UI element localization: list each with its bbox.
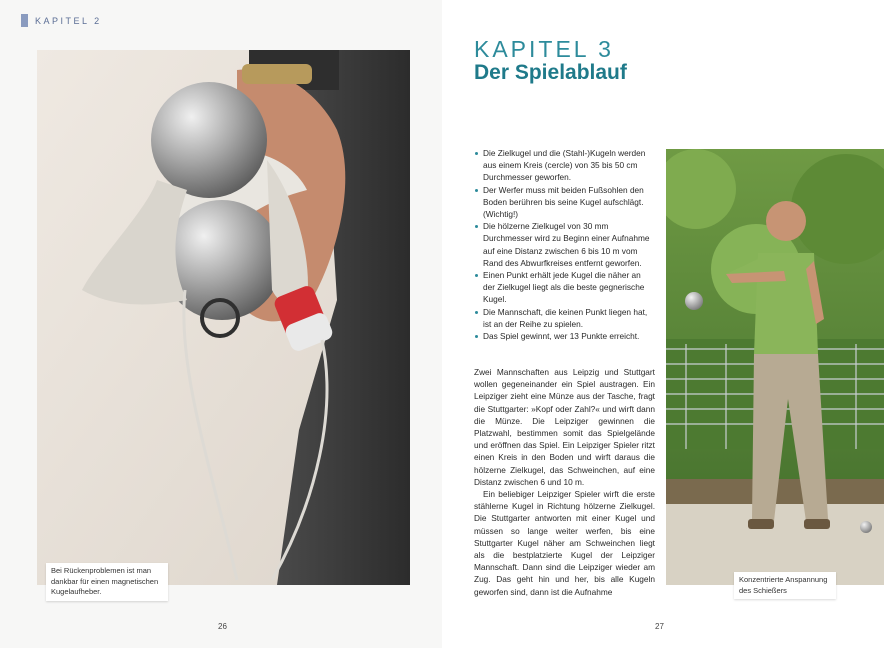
photo-caption-right: Konzentrierte Anspannung des Schießers [734, 572, 836, 599]
photo-caption-left: Bei Rückenproblemen ist man dankbar für einen magnetischen Kugelaufheber. [46, 563, 168, 601]
chapter-kicker: KAPITEL 3 [474, 36, 614, 62]
rules-list-item: Die hölzerne Zielkugel von 30 mm Durchmesser wird zu Beginn einer Aufnahme auf eine Distanz zwischen 6 bis 10 m vom Rand des Abwurfkreises entfernt geworfen. [474, 220, 654, 269]
paragraph: Ein beliebiger Leipziger Spieler wirft die erste stählerne Kugel in Richtung hölzerne Zielkugel. Die Stuttgarter antworten mit einer Kugel und müssen so lange weiter werfen, bis eine Stuttgarter Kugel näher am Schweinchen liegt als die bestplatzierte Kugel der Leipziger Mannschaft. Dann sind die Leipziger wieder am Zug. Das geht hin und her, bis alle Kugeln geworfen sind, dann ist die Aufnahme [474, 489, 655, 597]
player-throwing-illustration [666, 149, 884, 585]
body-text [474, 366, 655, 598]
chapter-label: KAPITEL 2 [35, 15, 102, 26]
page-number-right: 27 [655, 622, 664, 631]
rules-list-item: Das Spiel gewinnt, wer 13 Punkte erreicht. [474, 330, 654, 342]
petanque-balls-illustration [37, 50, 410, 585]
page-number-left: 26 [218, 622, 227, 631]
player-throwing-photo [666, 149, 884, 585]
paragraph: Zwei Mannschaften aus Leipzig und Stuttgart wollen gegeneinander ein Spiel austragen. Ein Leipziger zieht eine Münze aus der Tasche, fragt die Stuttgarter: »Kopf oder Zahl?« und wirft dann die Münze. Die Leipziger gewinnen die Platzwahl, bestimmen somit das Spielgelände und eröffnen das Spiel. Ein Leipziger Spieler ritzt einen Kreis in den Boden und wirft daraus die hölzerne Zielkugel, das Schweinchen, auf eine Distanz zwischen 6 und 10 m. [474, 367, 655, 487]
rules-list [474, 147, 654, 342]
rules-list-item: Die Mannschaft, die keinen Punkt liegen hat, ist an der Reihe zu spielen. [474, 306, 654, 330]
rules-list-item: Der Werfer muss mit beiden Fußsohlen den Boden berühren bis seine Kugel aufschlägt. (Wichtig!) [474, 184, 654, 221]
chapter-title: Der Spielablauf [474, 61, 627, 84]
rules-list-item: Die Zielkugel und die (Stahl-)Kugeln werden aus einem Kreis (cercle) von 35 bis 50 cm Durchmesser geworfen. [474, 147, 654, 184]
rules-list-item: Einen Punkt erhält jede Kugel die näher an der Zielkugel liegt als die beste gegnerische Kugel. [474, 269, 654, 306]
petanque-balls-photo [37, 50, 410, 585]
chapter-header [21, 14, 102, 27]
chapter-marker [21, 14, 28, 27]
